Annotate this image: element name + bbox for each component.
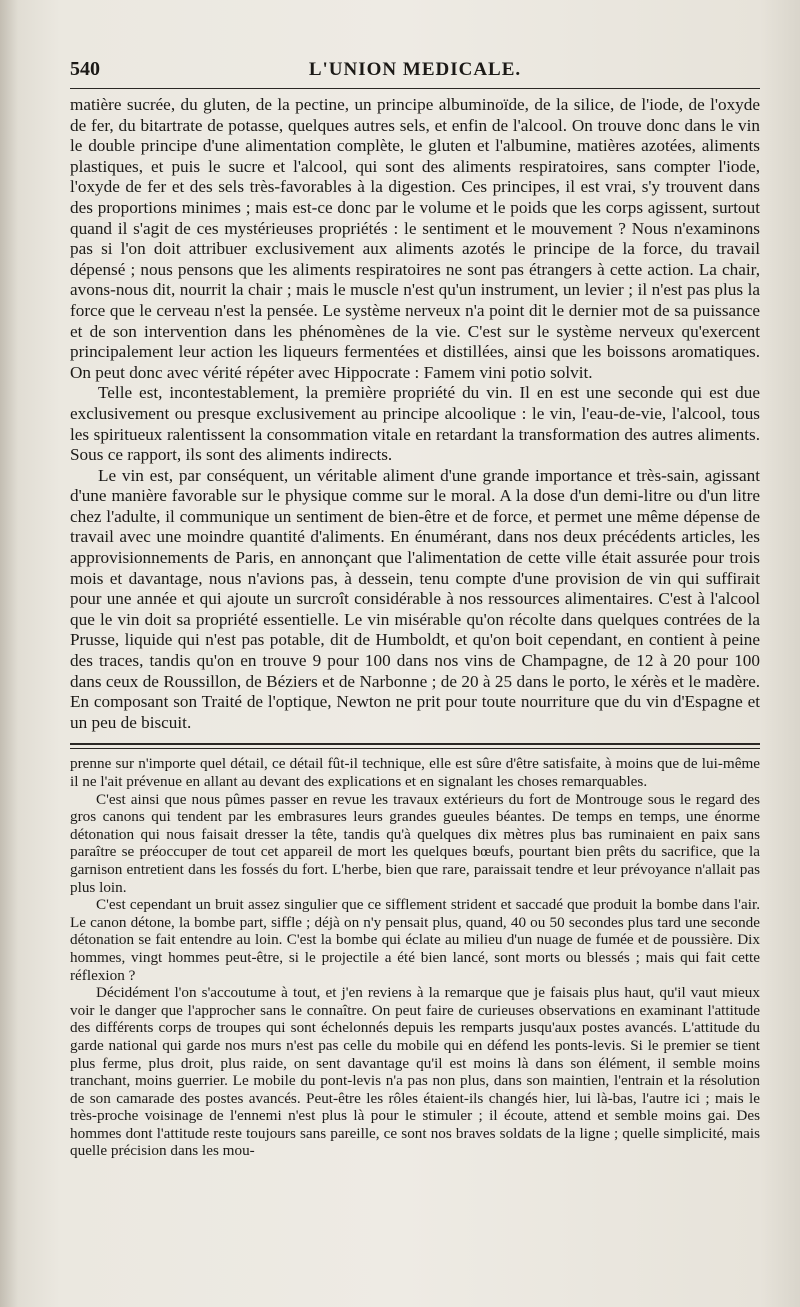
feuilleton-paragraph: C'est cependant un bruit assez singulier que ce sifflement strident et saccadé que produit la bombe dans l'air. Le canon détone, la bombe part, siffle ; déjà on n'y pensait plus, quand, 40 ou 50 secondes plus tard une seconde détonation se fait entendre au loin. C'est la bombe qui éclate au milieu d'un nuage de fumée et de poussière. Dix hommes, vingt hommes peut-être, si le projectile a été bien lancé, sont morts ou blessés ; mais qui fait cette réflexion ? — [70, 896, 760, 984]
feuilleton-paragraph: C'est ainsi que nous pûmes passer en revue les travaux extérieurs du fort de Montrouge sous le regard des gros canons qui tendent par les embrasures leurs grandes gueules béantes. De temps en temps, une énorme détonation qui nous faisait dresser la tête, tandis qu'à quelques dix mètres plus bas ruminaient en paix sans paraître se préoccuper de tout cet appareil de mort les quelques bœufs, pourtant bien prêts du sacrifice, que la garnison entretient dans les fossés du fort. L'herbe, bien que rare, paraissait tendre et leur prévoyance n'allait pas plus loin. — [70, 790, 760, 896]
page-header — [70, 58, 760, 89]
section-divider — [70, 743, 760, 745]
article-paragraph: matière sucrée, du gluten, de la pectine, un principe albuminoïde, de la silice, de l'iode, de l'oxyde de fer, du bitartrate de potasse, quelques autres sels, et enfin de l'alcool. On trouve donc dans le vin le double principe d'une alimentation complète, le gluten et l'albumine, matières azotées, aliments plastiques, et puis le sucre et l'alcool, qui sont des aliments respiratoires, sans compter l'iode, l'oxyde de fer et des sels très-favorables à la digestion. Ces principes, il est vrai, s'y trouvent dans des proportions minimes ; mais est-ce donc par le volume et le poids que les corps agissent, surtout quand il s'agit de ces mystérieuses propriétés : le sentiment et le mouvement ? Nous n'examinons pas si l'on doit attribuer exclusivement aux aliments azotés le principe de la force, du travail dépensé ; nous pensons que les aliments respiratoires ne sont pas étrangers à cette action. La chair, avons-nous dit, nourrit la chair ; mais le muscle n'est qu'un instrument, un levier ; il n'est pas plus la force que le cerveau n'est la pensée. Le système nerveux n'a point dit le dernier mot de sa puissance et de son intervention dans les phénomènes de la vie. C'est sur le système nerveux qu'exercent principalement leur action les liqueurs fermentées et distillées, ainsi que les boissons aromatiques. On peut donc avec vérité répéter avec Hippocrate : Famem vini potio solvit. — [70, 95, 760, 382]
article-paragraph: Telle est, incontestablement, la première propriété du vin. Il en est une seconde qui est due exclusivement ou presque exclusivement au principe alcoolique : le vin, l'eau-de-vie, l'alcool, tous les spiritueux ralentissent la consommation vitale en retardant la transformation des autres aliments. Sous ce rapport, ils sont des aliments indirects. — [70, 383, 760, 465]
feuilleton-paragraph: Décidément l'on s'accoutume à tout, et j'en reviens à la remarque que je faisais plus haut, qu'il vaut mieux voir le danger que l'approcher sans le connaître. On peut faire de curieuses observations en examinant l'attitude des différents corps de troupes qui sont échelonnés depuis les remparts jusqu'aux postes avancés. L'attitude du garde national qui garde nos murs n'est pas celle du mobile qui en défend les ponts-levis. Si le premier se tient plus ferme, plus droit, plus raide, on sent davantage qu'il est moins là dans son élément, il semble moins tranchant, moins guerrier. Le mobile du pont-levis n'a pas non plus, dans son maintien, l'entrain et la résolution de son camarade des postes avancés. Peut-être les rôles étaient-ils changés hier, lui là-bas, l'autre ici ; mais le très-proche voisinage de l'ennemi n'est plus là pour le stimuler ; il écoute, attend et semble moins gai. Des hommes dont l'attitude reste toujours sans pareille, ce sont nos braves soldats de la ligne ; quelle simplicité, mais quelle précision dans les mou- — [70, 984, 760, 1160]
main-article — [70, 95, 760, 733]
feuilleton-paragraph: prenne sur n'importe quel détail, ce détail fût-il technique, elle est sûre d'être satisfaite, à moins que de lui-même il ne l'ait prévenue en allant au devant des explications et en signalant les choses remarquables. — [70, 755, 760, 790]
journal-title: L'UNION MEDICALE. — [308, 59, 522, 80]
article-paragraph: Le vin est, par conséquent, un véritable aliment d'une grande importance et très-sain, agissant d'une manière favorable sur le physique comme sur le moral. A la dose d'un demi-litre ou d'un litre chez l'adulte, il communique un sentiment de bien-être et de force, et permet une même dépense de travail avec une moindre quantité d'aliments. En énumérant, dans nos deux précédents articles, les approvisionnements de Paris, en annonçant que l'alimentation de cette ville était assurée pour trois mois et davantage, nous n'avions pas, à dessein, tenu compte d'une provision de vin qui suffirait pour une année et qui ajoute un surcroît considérable à nos ressources alimentaires. C'est à l'alcool que le vin doit sa propriété essentielle. Le vin misérable qu'on récolte dans quelques contrées de la Prusse, liquide qui n'est pas potable, dit de Humboldt, et qu'on boit cependant, en contient à peine des traces, tandis qu'on en trouve 9 pour 100 dans nos vins de Champagne, de 12 à 20 pour 100 dans ceux de Roussillon, de Béziers et de Narbonne ; de 20 à 25 dans le porto, le xérès et le madère. En composant son Traité de l'optique, Newton ne prit pour toute nourriture que du vin d'Espagne et un peu de biscuit. — [70, 465, 760, 732]
page-edge-shadow — [0, 0, 18, 1307]
section-divider-thin — [70, 748, 760, 749]
feuilleton-section — [70, 755, 760, 1160]
page-number: 540 — [70, 58, 100, 80]
